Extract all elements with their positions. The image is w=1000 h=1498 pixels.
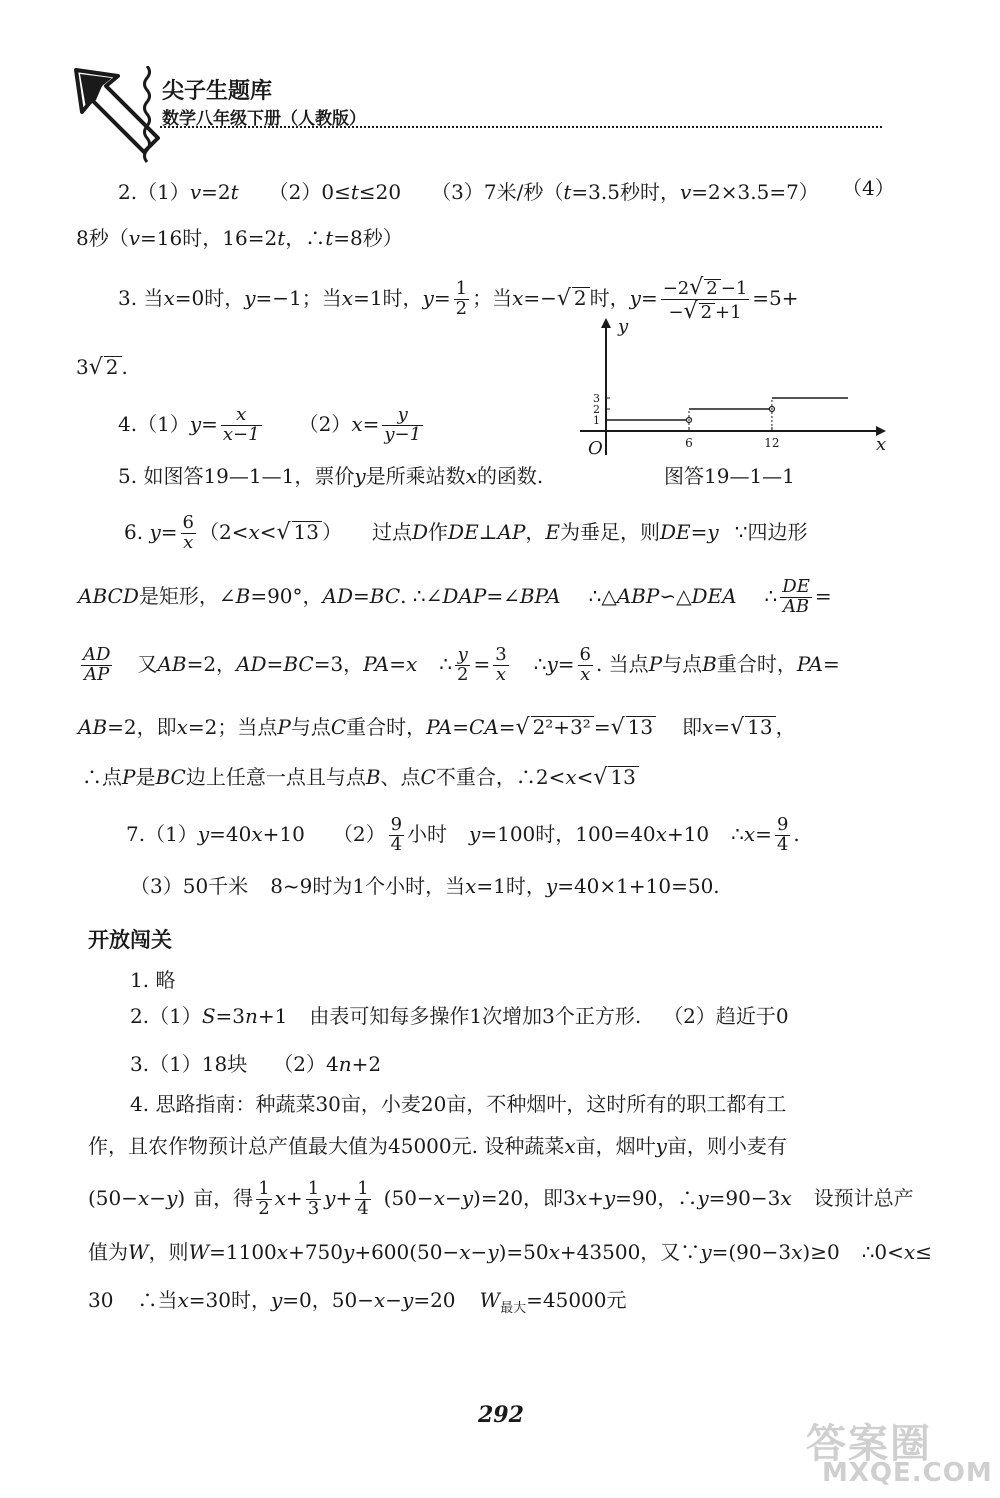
open-answer-2: 2.（1）S=3n+1 由表可知每多操作1次增加3个正方形. （2）趋近于0 — [130, 1004, 789, 1028]
y-tick-label-2: 2 — [593, 403, 600, 416]
answer-6-line-2: ABCD是矩形，∠B=90°，AD=BC. ∴∠DAP=∠BPA ∴△ABP∽△DEA ∴ $\frac{DE}{AB}$ = — [78, 576, 832, 617]
section-title: 开放闯关 — [88, 928, 172, 952]
open-answer-4-line-2: 作，且农作物预计总产值最大值为45000元. 设种蔬菜x亩，烟叶y亩，则小麦有 — [88, 1134, 787, 1158]
x-tick-label-6: 6 — [685, 436, 693, 450]
answer-2-line-2: 8秒（v=16时，16=2t，∴t=8秒） — [76, 226, 403, 250]
answer-6-line-5: ∴点P是BC边上任意一点且与点B、点C不重合，∴2<x<√ 13 — [82, 766, 639, 789]
x-tick-label-12: 12 — [764, 436, 780, 450]
book-subtitle: 数学八年级下册（人教版） — [162, 109, 366, 129]
fraction-y-over-y-minus-1: $\frac{y}{y-1}$ — [384, 404, 422, 445]
open-answer-4-line-5: 30 ∴当x=30时，y=0，50−x−y=20 $W_{最大}=45000$元 — [88, 1288, 627, 1316]
answer-7-line-2: （3）50千米 8~9时为1个小时，当x=1时，y=40×1+10=50. — [130, 874, 720, 898]
y-axis-label: y — [618, 316, 629, 337]
fraction-one-half: $\frac{1}{2}$ — [455, 278, 468, 320]
fraction-y-value: $\frac{-2√ 2 -1}{-√ 2 +1}$ — [662, 275, 748, 325]
fraction-x-over-x-minus-1: $\frac{x}{x-1}$ — [222, 404, 260, 445]
answer-7-line-1: 7.（1）y=40x+10 （2） $\frac{9}{4}$ 小时 y=100时，100=40x+10 ∴x= $\frac{9}{4}$ . — [126, 814, 800, 855]
page-number: 292 — [478, 1402, 524, 1428]
header-dotted-rule — [160, 126, 882, 128]
figure-caption: 图答19—1—1 — [664, 464, 795, 488]
answer-4: 4.（1）y= $\frac{x}{x-1}$ （2）x= $\frac{y}{y-1}$ — [118, 404, 422, 445]
book-title: 尖子生题库 — [162, 79, 273, 104]
y-tick-label-1: 1 — [593, 414, 600, 427]
watermark-url: MXQE.COM — [822, 1458, 993, 1488]
step-function-chart — [580, 310, 900, 460]
answer-6-line-3: $\frac{AD}{AP}$ 又AB=2，AD=BC=3，PA=x ∴ $\frac{y}{2}$ = $\frac{3}{x}$ ∴y= $\frac{6}{x}$ . 当点P与点B重合时，PA= — [83, 644, 840, 685]
open-answer-3: 3.（1）18块 （2）4n+2 — [130, 1052, 382, 1076]
answer-3-line-1: 3. 当x=0时，y=−1；当x=1时，y= $\frac{1}{2}$ ；当x=−√ 2 时，y= $\frac{-2√ 2 -1}{-√ 2 +1}$ =5+ — [118, 275, 799, 325]
open-answer-1: 1. 略 — [130, 968, 176, 992]
wavy-divider-icon — [140, 66, 154, 166]
answer-2-part-4-label: （4） — [842, 176, 895, 200]
answer-2-line-1: 2.（1）v=2t （2）0≤t≤20 （3）7米/秒（t=3.5秒时，v=2×3.5=7） — [118, 180, 819, 204]
watermark-logo: 答案圈 — [806, 1421, 932, 1467]
open-answer-4-line-4: 值为W，则W=1100x+750y+600(50−x−y)=50x+43500，又∵y=(90−3x)≥0 ∴0<x≤ — [88, 1240, 932, 1264]
answer-3-line-2: 3√ 2 . — [76, 355, 128, 380]
open-answer-4-line-1: 4. 思路指南：种蔬菜30亩，小麦20亩，不种烟叶，这时所有的职工都有工 — [130, 1092, 787, 1116]
open-answer-4-line-3: (50−x−y) 亩，得 $\frac{1}{2}$ x+ $\frac{1}{3}$ y+ $\frac{1}{4}$ (50−x−y)=20，即3x+y=90，∴y=90−3x 设预计总产 — [88, 1178, 914, 1219]
x-axis-label: x — [876, 434, 887, 455]
y-axis-arrow-icon — [601, 318, 611, 328]
answer-6-line-1: 6. y= $\frac{6}{x}$ （2<x<√ 13 ） 过点D作DE⊥AP，E为垂足，则DE=y ∵四边形 — [124, 512, 808, 553]
answer-6-line-4: AB=2，即x=2；当点P与点C重合时，PA=CA=√ 2²+3² =√ 13 即x=√ 13 ， — [78, 715, 796, 740]
y-tick-label-3: 3 — [593, 392, 600, 405]
answer-5: 5. 如图答19—1—1，票价y是所乘站数x的函数. — [118, 464, 544, 488]
origin-label: O — [588, 438, 603, 459]
